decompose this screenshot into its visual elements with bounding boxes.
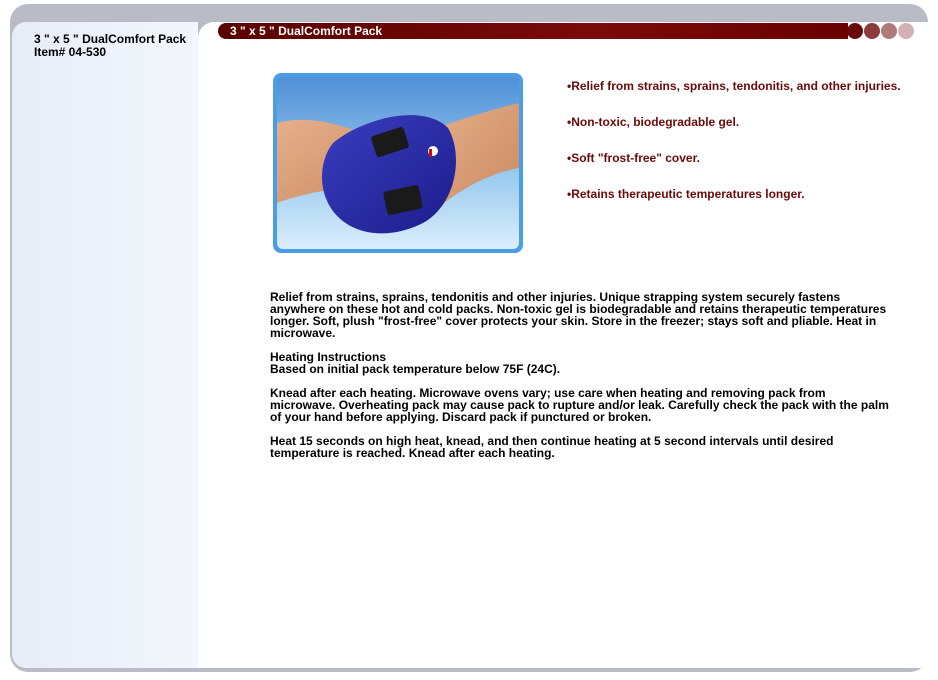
heating-heading: Heating Instructions [270, 350, 387, 364]
sidebar-product-title [34, 33, 194, 59]
heat-instructions: Heat 15 seconds on high heat, knead, and then continue heating at 5 second intervals until desired temperature is reached. Knead after each heating. [270, 434, 834, 460]
feature-item: •Retains therapeutic temperatures longer. [567, 187, 805, 201]
feature-list [567, 79, 927, 223]
feature-item: •Non-toxic, biodegradable gel. [567, 115, 740, 129]
header-dot-2 [864, 23, 880, 39]
feature-item: •Soft "frost-free" cover. [567, 151, 700, 165]
header-bar [218, 23, 848, 39]
product-image [273, 73, 523, 253]
heating-basis: Based on initial pack temperature below 75F (24C). [270, 362, 561, 376]
page-title: 3 " x 5 " DualComfort Pack [230, 24, 383, 38]
sidebar-item-number: Item# 04-530 [34, 45, 107, 59]
feature-item: •Relief from strains, sprains, tendonitis, and other injuries. [567, 79, 901, 93]
header-dot-1 [847, 23, 863, 39]
product-description [270, 291, 890, 471]
description-intro: Relief from strains, sprains, tendonitis and other injuries. Unique strapping system securely fastens anywhere on these hot and cold packs. Non-toxic gel is biodegradable and retains therapeutic temperatures longer. Soft, plush "frost-free" cover protects your skin. Store in the freezer; stays soft and pliable. Heat in microwave. [270, 290, 887, 340]
sidebar-product-name: 3 " x 5 " DualComfort Pack [34, 32, 187, 46]
header-dot-3 [881, 23, 897, 39]
sidebar [12, 22, 198, 668]
header-dot-4 [898, 23, 914, 39]
knead-note: Knead after each heating. Microwave ovens vary; use care when heating and removing pack from microwave. Overheating pack may cause pack to rupture and/or leak. Carefully check the pack with the palm of your hand before applying. Discard pack if punctured or broken. [270, 386, 889, 424]
heating-instructions-block [270, 351, 890, 375]
